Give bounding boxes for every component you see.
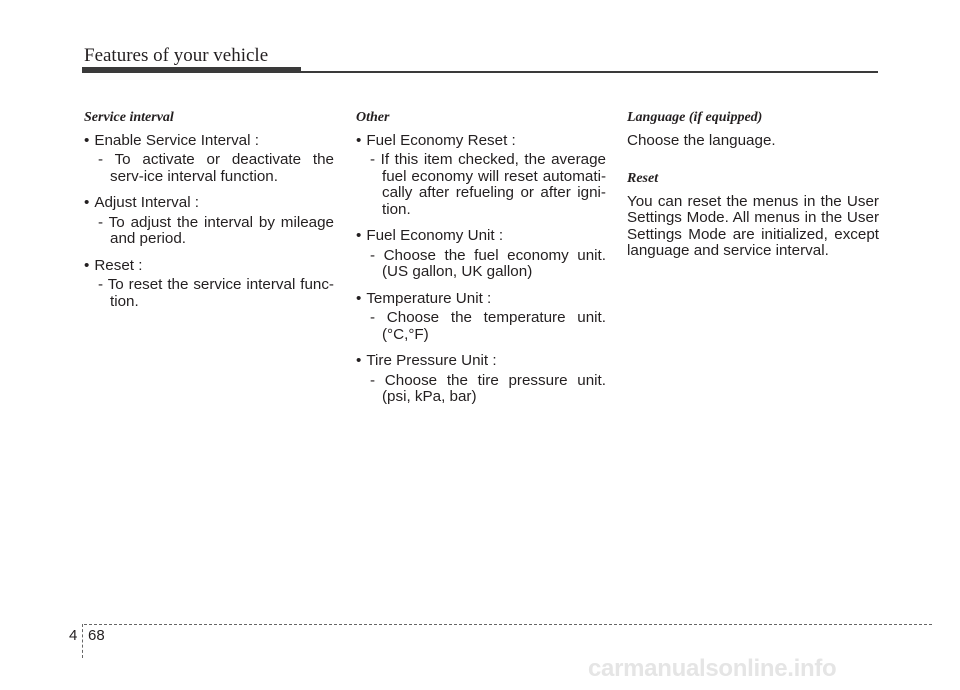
footer-dashed-rule xyxy=(84,624,932,625)
item-label: • Adjust Interval : xyxy=(84,195,334,212)
item-description: - Choose the tire pressure unit. (psi, kPa, bar) xyxy=(370,371,606,405)
list-item xyxy=(84,258,334,311)
item-label: • Enable Service Interval : xyxy=(84,133,334,150)
watermark: carmanualsonline.info xyxy=(588,655,837,682)
page-number: 68 xyxy=(88,627,105,644)
reset-text: You can reset the menus in the User Settings Mode. All menus in the User Settings Mode are initialized, except language and service interval. xyxy=(627,192,879,259)
footer-dashed-divider xyxy=(82,624,83,658)
item-description: - To activate or deactivate the serv-ice interval function. xyxy=(98,151,334,185)
section-title-service-interval: Service interval xyxy=(84,110,174,125)
list-item xyxy=(84,133,334,186)
item-label: • Fuel Economy Unit : xyxy=(356,228,606,245)
service-interval-list xyxy=(84,133,334,311)
language-text: Choose the language. xyxy=(627,131,776,149)
header-rule-thick xyxy=(82,67,301,73)
list-item xyxy=(356,291,606,344)
item-description: - To reset the service interval func-tion. xyxy=(98,276,334,310)
item-label: • Reset : xyxy=(84,258,334,275)
item-description: - If this item checked, the average fuel economy will reset automati-cally after refueling or after igni-tion. xyxy=(370,151,606,218)
section-title-other: Other xyxy=(356,110,390,125)
item-description: - To adjust the interval by mileage and period. xyxy=(98,213,334,247)
column-service-interval xyxy=(84,110,334,320)
column-other xyxy=(356,110,606,416)
chapter-number: 4 xyxy=(69,627,78,644)
other-list xyxy=(356,133,606,406)
list-item xyxy=(356,133,606,219)
item-label: • Fuel Economy Reset : xyxy=(356,133,606,150)
item-label: • Temperature Unit : xyxy=(356,291,606,308)
item-description: - Choose the fuel economy unit. (US gallon, UK gallon) xyxy=(370,246,606,280)
section-title-reset: Reset xyxy=(627,171,659,186)
page-header-title: Features of your vehicle xyxy=(84,45,269,66)
list-item xyxy=(356,228,606,281)
section-title-language: Language (if equipped) xyxy=(627,110,763,125)
list-item xyxy=(356,353,606,406)
item-description: - Choose the temperature unit. (°C,°F) xyxy=(370,309,606,343)
list-item xyxy=(84,195,334,248)
header-rule-thin xyxy=(301,71,878,73)
column-language-reset xyxy=(627,110,879,282)
item-label: • Tire Pressure Unit : xyxy=(356,353,606,370)
